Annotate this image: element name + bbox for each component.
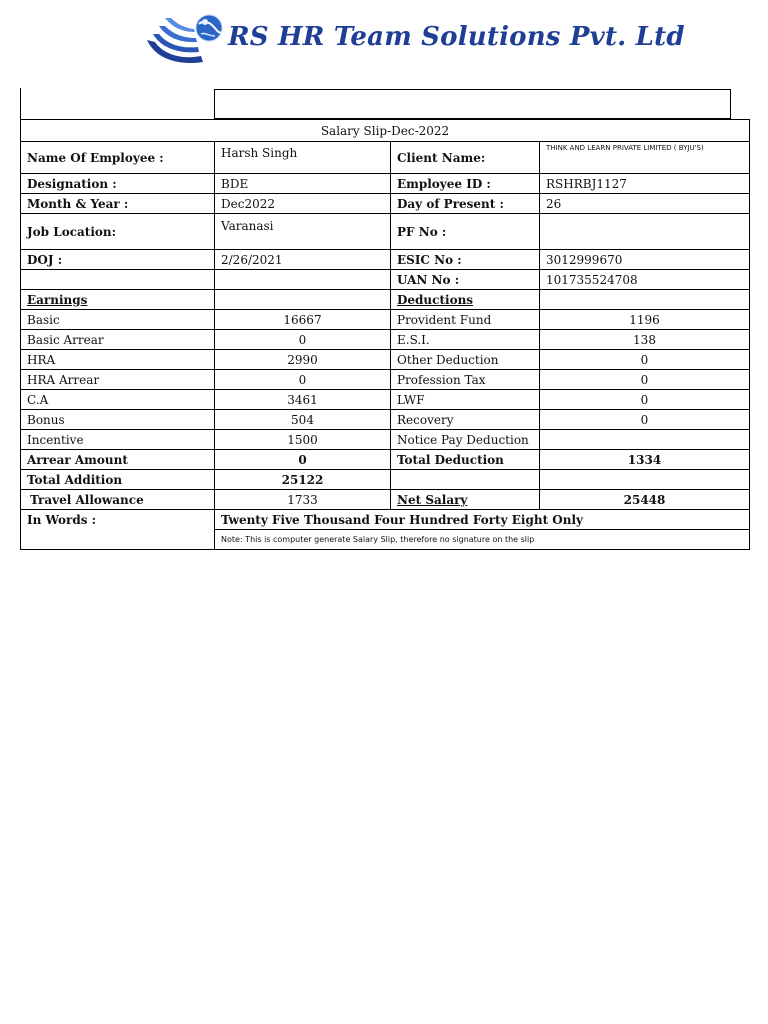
deduction-value: 1196 xyxy=(540,310,750,330)
header-empty-box xyxy=(214,89,731,119)
employee-id: RSHRBJ1127 xyxy=(540,174,750,194)
table-row xyxy=(21,390,750,410)
deduction-value: 0 xyxy=(540,370,750,390)
month-label: Month & Year : xyxy=(21,194,215,214)
total-addition: 25122 xyxy=(215,470,391,490)
table-row xyxy=(21,330,750,350)
in-words-row xyxy=(21,510,750,530)
net-salary: 25448 xyxy=(540,490,750,510)
section-header-row xyxy=(21,290,750,310)
doj-label: DOJ : xyxy=(21,250,215,270)
company-logo xyxy=(143,10,685,66)
earning-value: 16667 xyxy=(215,310,391,330)
earnings-header: Earnings xyxy=(21,290,215,310)
deduction-value: 0 xyxy=(540,410,750,430)
earning-value: 0 xyxy=(215,330,391,350)
earning-label: Basic xyxy=(21,310,215,330)
in-words: Twenty Five Thousand Four Hundred Forty Eight Only xyxy=(215,510,750,530)
total-deduction-label: Total Deduction xyxy=(391,450,540,470)
travel-allowance-label: Travel Allowance xyxy=(21,490,215,510)
net-salary-row xyxy=(21,490,750,510)
slip-title: Salary Slip-Dec-2022 xyxy=(21,120,750,142)
table-row xyxy=(21,370,750,390)
in-words-label: In Words : xyxy=(21,510,215,550)
employee-name-label: Name Of Employee : xyxy=(21,142,215,174)
title-row xyxy=(21,120,750,142)
net-salary-label: Net Salary xyxy=(391,490,540,510)
deduction-label: Provident Fund xyxy=(391,310,540,330)
staircase-globe-icon xyxy=(143,10,227,66)
deduction-label: Other Deduction xyxy=(391,350,540,370)
deduction-label: LWF xyxy=(391,390,540,410)
salary-slip-table xyxy=(20,119,750,550)
table-row xyxy=(21,410,750,430)
employee-id-label: Employee ID : xyxy=(391,174,540,194)
earning-label: HRA xyxy=(21,350,215,370)
total-addition-row xyxy=(21,470,750,490)
earning-value: 1500 xyxy=(215,430,391,450)
deduction-label: E.S.I. xyxy=(391,330,540,350)
client-name-label: Client Name: xyxy=(391,142,540,174)
total-addition-label: Total Addition xyxy=(21,470,215,490)
doj: 2/26/2021 xyxy=(215,250,391,270)
uan-no-label: UAN No : xyxy=(391,270,540,290)
travel-allowance: 1733 xyxy=(215,490,391,510)
total-deduction: 1334 xyxy=(540,450,750,470)
client-name: THINK AND LEARN PRIVATE LIMITED ( BYJU'S) xyxy=(540,142,750,174)
deduction-value: 138 xyxy=(540,330,750,350)
pf-no-label: PF No : xyxy=(391,214,540,250)
deduction-label: Notice Pay Deduction xyxy=(391,430,540,450)
days-present-label: Day of Present : xyxy=(391,194,540,214)
month-row xyxy=(21,194,750,214)
frame-line xyxy=(20,88,21,120)
earning-label: Bonus xyxy=(21,410,215,430)
deduction-label: Recovery xyxy=(391,410,540,430)
deduction-value: 0 xyxy=(540,390,750,410)
days-present: 26 xyxy=(540,194,750,214)
earning-label: Incentive xyxy=(21,430,215,450)
pf-no xyxy=(540,214,750,250)
earning-label: HRA Arrear xyxy=(21,370,215,390)
employee-row xyxy=(21,142,750,174)
uan-row xyxy=(21,270,750,290)
table-row xyxy=(21,430,750,450)
esic-no-label: ESIC No : xyxy=(391,250,540,270)
earning-label: C.A xyxy=(21,390,215,410)
job-location: Varanasi xyxy=(215,214,391,250)
designation-label: Designation : xyxy=(21,174,215,194)
earning-value: 0 xyxy=(215,370,391,390)
deductions-header: Deductions xyxy=(391,290,540,310)
earning-value: 3461 xyxy=(215,390,391,410)
earning-value: 0 xyxy=(215,450,391,470)
designation: BDE xyxy=(215,174,391,194)
month-value: Dec2022 xyxy=(215,194,391,214)
uan-no: 101735524708 xyxy=(540,270,750,290)
esic-no: 3012999670 xyxy=(540,250,750,270)
earning-label: Arrear Amount xyxy=(21,450,215,470)
table-row xyxy=(21,310,750,330)
company-name: RS HR Team Solutions Pvt. Ltd xyxy=(228,22,685,52)
earning-label: Basic Arrear xyxy=(21,330,215,350)
deduction-label: Profession Tax xyxy=(391,370,540,390)
earning-value: 2990 xyxy=(215,350,391,370)
deduction-value: 0 xyxy=(540,350,750,370)
job-location-label: Job Location: xyxy=(21,214,215,250)
table-row xyxy=(21,350,750,370)
designation-row xyxy=(21,174,750,194)
location-row xyxy=(21,214,750,250)
earning-value: 504 xyxy=(215,410,391,430)
doj-row xyxy=(21,250,750,270)
slip-note: Note: This is computer generate Salary Slip, therefore no signature on the slip xyxy=(215,530,750,550)
employee-name: Harsh Singh xyxy=(215,142,391,174)
deduction-value xyxy=(540,430,750,450)
arrear-total-deduction-row xyxy=(21,450,750,470)
